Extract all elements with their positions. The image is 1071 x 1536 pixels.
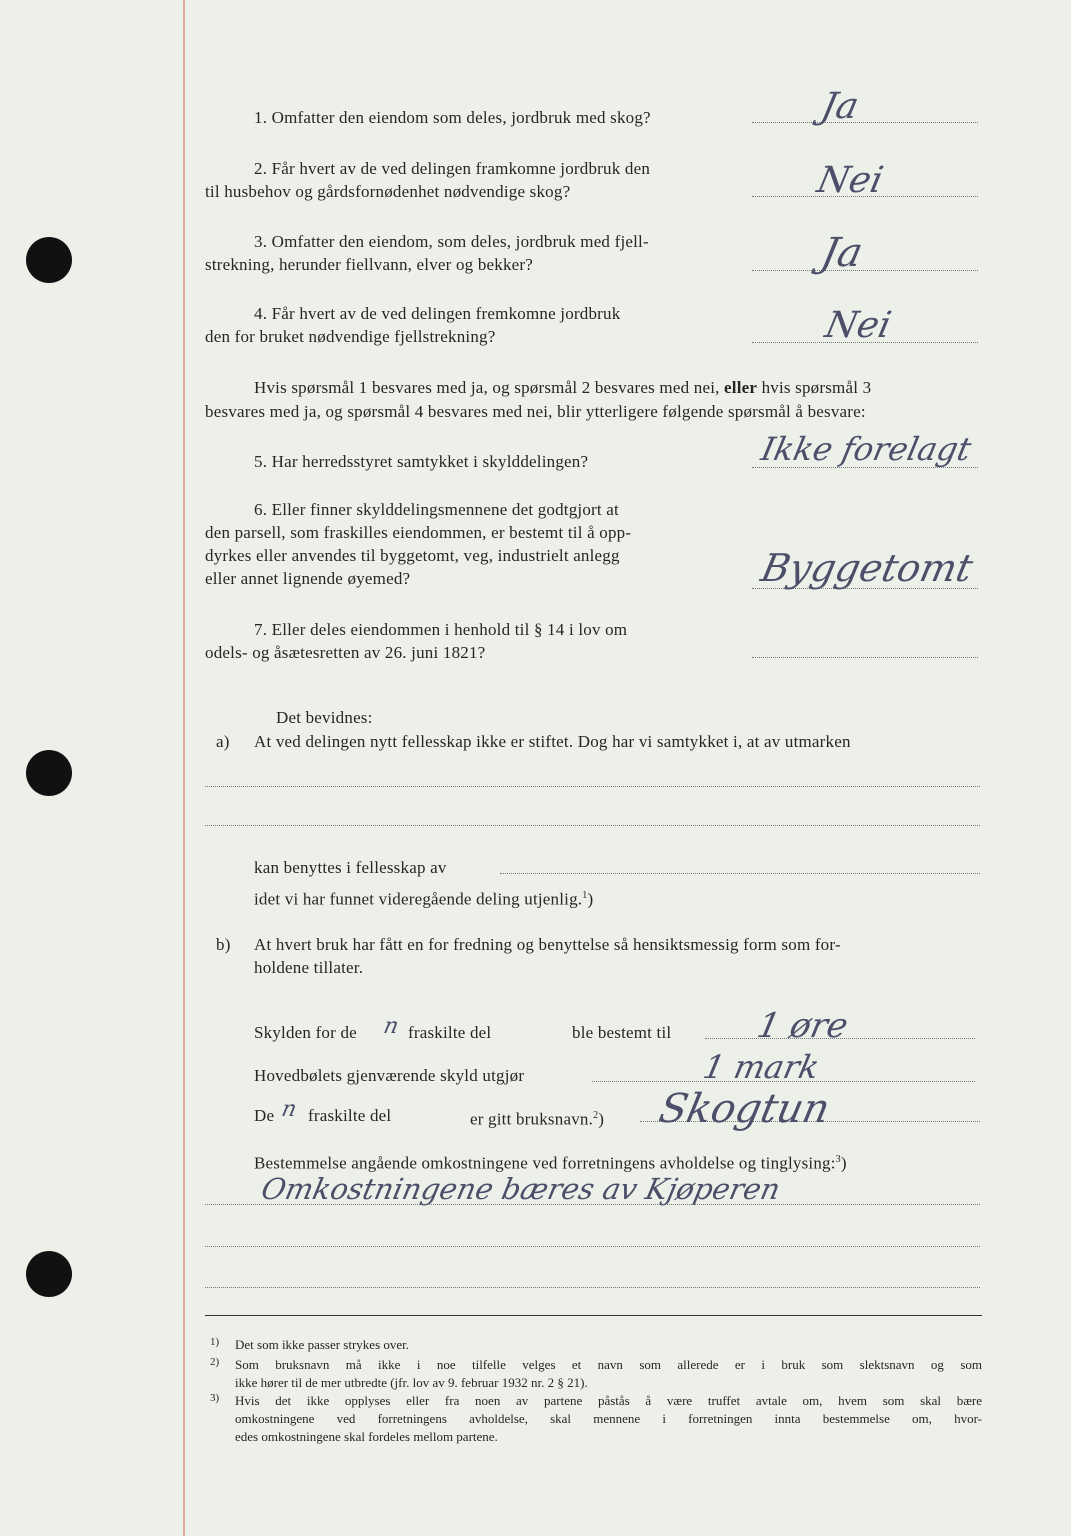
answer-4: Nei [821, 305, 895, 346]
condition-text-b: hvis spørsmål 3 [761, 378, 872, 397]
question-7-line1 [254, 618, 627, 641]
question-6-text: Eller finner skylddelingsmennene det godtgjort at [271, 500, 619, 519]
punch-hole-bottom [26, 1251, 72, 1297]
question-2-text: Får hvert av de ved delingen framkomne jordbruk den [271, 159, 651, 178]
skyld-line3-a: De [254, 1106, 275, 1125]
blank-line-omk3 [205, 1287, 980, 1288]
answer-3: Ja [817, 230, 867, 276]
skyld-line3-c: er gitt bruksnavn.$^2$) [470, 1109, 605, 1129]
hovedbol-answer: 1 mark [699, 1048, 823, 1086]
question-7-line2: odels- og åsætesretten av 26. juni 1821? [205, 643, 486, 662]
skyld-line4: Bestemmelse angående omkostningene ved forretningens avholdelse og tinglysing:$^3$) [254, 1153, 847, 1173]
footnote-ref-2: 2 [593, 1110, 599, 1121]
condition-line1 [254, 376, 871, 399]
question-1-text: Omfatter den eiendom som deles, jordbruk med skog? [271, 108, 651, 127]
skyld-answer: 1 øre [753, 1006, 852, 1046]
question-5-text: Har herredsstyret samtykket i skylddelingen? [271, 452, 589, 471]
answer-1: Ja [817, 86, 863, 127]
skyld-line1-handwritten: n [381, 1014, 401, 1039]
skyld-line3-handwritten: n [279, 1097, 299, 1122]
question-4-line1 [254, 302, 620, 325]
answer-line-3 [752, 270, 978, 271]
answer-6: Byggetomt [757, 546, 977, 590]
question-3-line1 [254, 230, 649, 253]
bruksnavn-answer: Skogtun [655, 1086, 834, 1132]
question-2-line1 [254, 157, 650, 180]
footnote-3-line2: omkostningene ved forretningens avholdelse, skal mennene i forretningen innta bestemmelse om, hvor- [235, 1411, 982, 1426]
question-6-line4: eller annet lignende øyemed? [205, 569, 411, 588]
blank-line-a2 [205, 825, 980, 826]
bevidnes-heading: Det bevidnes: [276, 708, 373, 727]
skyld-line1-c: ble bestemt til [572, 1023, 672, 1042]
footnote-2-line2: ikke hører til de mer utbredte (jfr. lov av 9. februar 1932 nr. 2 § 21). [235, 1375, 588, 1390]
footnote-3-mark: 3) [210, 1392, 220, 1404]
omkostning-answer: Omkostningene bæres av Kjøperen [258, 1172, 784, 1206]
footnote-ref-1: 1 [582, 890, 588, 901]
punch-hole-top [26, 237, 72, 283]
kan-benyttes-text: kan benyttes i fellesskap av [254, 858, 447, 877]
footnote-3-line3: edes omkostningene skal fordeles mellom partene. [235, 1429, 498, 1444]
margin-line [183, 0, 185, 1536]
bevidnes-a-text: At ved delingen nytt fellesskap ikke er stiftet. Dog har vi samtykket i, at av utmarken [254, 732, 851, 751]
footnote-divider [205, 1315, 982, 1316]
question-4-line2: den for bruket nødvendige fjellstrekning? [205, 327, 496, 346]
idet-text: idet vi har funnet videregående deling utjenlig.$^1$) [254, 889, 594, 909]
omkostning-label: Bestemmelse angående omkostningene ved forretningens avholdelse og tinglysing: [254, 1153, 836, 1173]
footnote-2-mark: 2) [210, 1356, 220, 1368]
footnote-1-mark: 1) [210, 1336, 220, 1348]
blank-line-a1 [205, 786, 980, 787]
question-1 [254, 106, 651, 129]
question-1-number: 1. [254, 108, 268, 127]
question-7-text: Eller deles eiendommen i henhold til § 14 i lov om [271, 620, 628, 639]
question-3-number: 3. [254, 232, 268, 251]
skyld-line3-b: fraskilte del [308, 1106, 392, 1125]
question-6-number: 6. [254, 500, 268, 519]
question-5 [254, 450, 588, 473]
blank-line-omk1 [205, 1204, 980, 1205]
punch-hole-middle [26, 750, 72, 796]
skyld-line2: Hovedbølets gjenværende skyld utgjør [254, 1066, 525, 1085]
condition-line2: besvares med ja, og spørsmål 4 besvares med nei, blir ytterligere følgende spørsmål å besvare: [205, 402, 866, 421]
question-2-line2: til husbehov og gårdsfornødenhet nødvendige skog? [205, 182, 571, 201]
condition-text-a: Hvis spørsmål 1 besvares med ja, og spørsmål 2 besvares med nei, [254, 378, 720, 397]
question-7-number: 7. [254, 620, 268, 639]
footnote-1-line1: Det som ikke passer strykes over. [235, 1337, 410, 1352]
question-3-line2: strekning, herunder fiellvann, elver og bekker? [205, 255, 534, 274]
idet-text-body: idet vi har funnet videregående deling utjenlig. [254, 889, 583, 909]
condition-bold-word: eller [724, 378, 758, 397]
question-6-line1 [254, 498, 619, 521]
footnote-3-line1: Hvis det ikke opplyses eller fra noen av partene påstås å være truffet avtale om, hvem som skal bære [235, 1393, 982, 1408]
question-2-number: 2. [254, 159, 268, 178]
question-4-number: 4. [254, 304, 268, 323]
bevidnes-a-label: a) [216, 732, 230, 751]
question-6-line2: den parsell, som fraskilles eiendommen, er bestemt til å opp- [205, 523, 632, 542]
bevidnes-b-label: b) [216, 935, 231, 954]
question-5-number: 5. [254, 452, 268, 471]
answer-5: Ikke forelagt [757, 430, 975, 468]
question-4-text: Får hvert av de ved delingen fremkomne jordbruk [271, 304, 621, 323]
answer-line-1 [752, 122, 978, 123]
bruksnavn-label: er gitt bruksnavn. [470, 1109, 594, 1129]
answer-line-7 [752, 657, 978, 658]
question-6-line3: dyrkes eller anvendes til byggetomt, veg, industrielt anlegg [205, 546, 620, 565]
bevidnes-b-line2: holdene tillater. [254, 958, 364, 977]
footnote-ref-3: 3 [835, 1154, 841, 1165]
skyld-line1-a: Skylden for de [254, 1023, 357, 1042]
question-3-text: Omfatter den eiendom, som deles, jordbruk med fjell- [271, 232, 649, 251]
bevidnes-b-line1: At hvert bruk har fått en for fredning og benyttelse så hensiktsmessig form som for- [254, 935, 841, 954]
skyld-line1-b: fraskilte del [408, 1023, 492, 1042]
footnote-2-line1: Som bruksnavn må ikke i noe tilfelle velges et navn som allerede er i bruk som slektsnavn og som [235, 1357, 982, 1372]
blank-line-omk2 [205, 1246, 980, 1247]
answer-2: Nei [813, 160, 887, 201]
blank-line-kan [500, 873, 980, 874]
